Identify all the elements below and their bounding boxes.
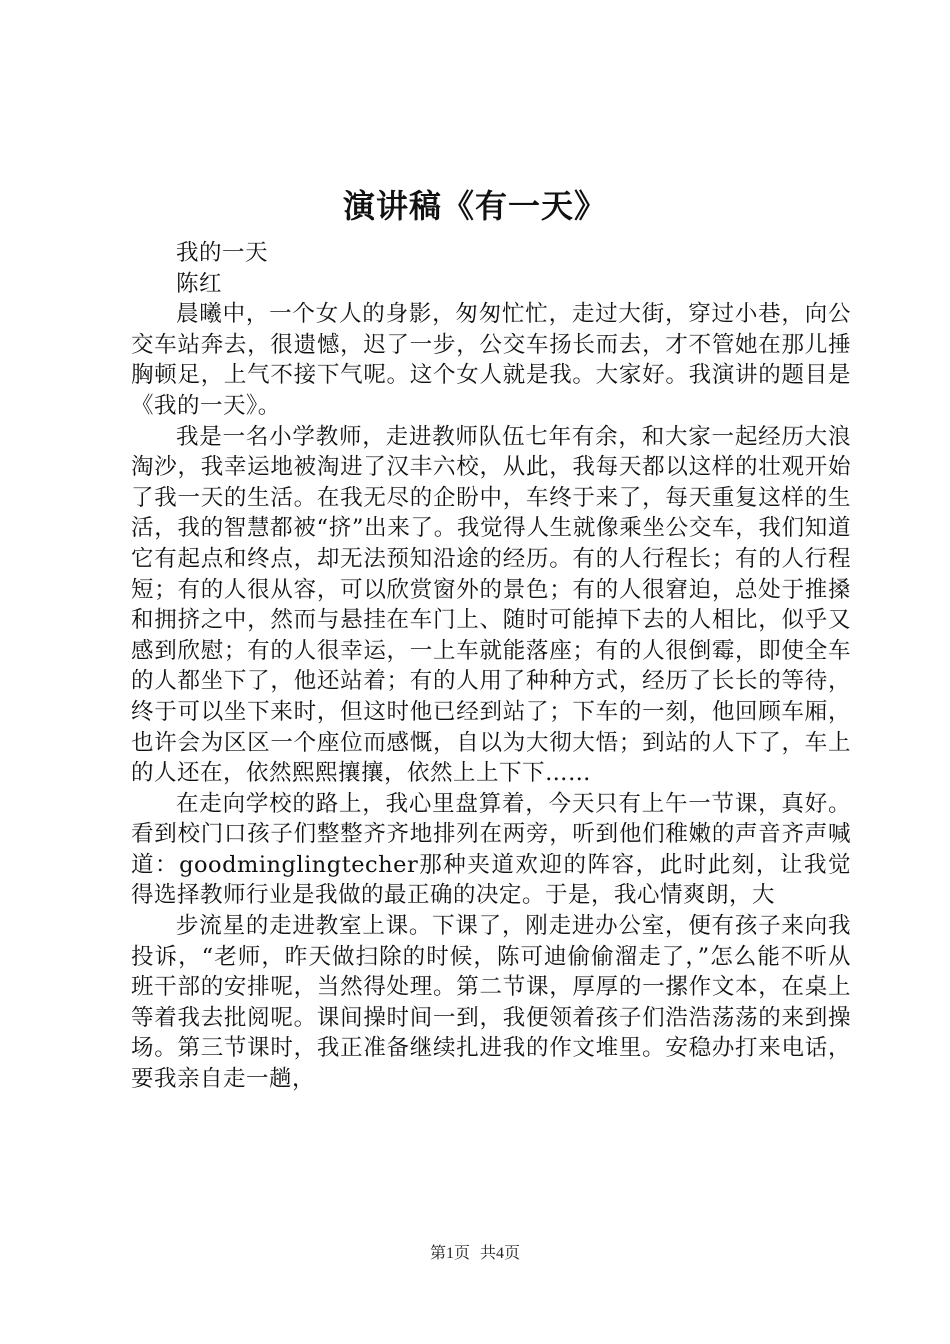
document-body (131, 238, 851, 1095)
paragraph-author: 陈红 (176, 270, 223, 297)
document-title: 演讲稿《有一天》 (342, 187, 607, 225)
paragraph: 步流星的走进教室上课。下课了，刚走进办公室，便有孩子来向我投诉，“老师，昨天做扫除的时候，陈可迪偷偷溜走了，”怎么能不听从班干部的安排呢，当然得处理。第二节课，厚厚的一摞作文本，在桌上等着我去批阅呢。课间操时间一到，我便领着孩子们浩浩荡荡的来到操场。第三节课时，我正准备继续扎进我的作文堆里。安稳办打来电话，要我亲自走一趟， (131, 913, 851, 1093)
page-total: 共4页 (480, 1245, 521, 1262)
paragraph-subtitle: 我的一天 (176, 240, 269, 266)
paragraph: 晨曦中，一个女人的身影，匆匆忙忙，走过大街，穿过小巷，向公交车站奔去，很遗憾，迟了一步，公交车扬长而去，才不管她在那儿捶胸顿足，上气不接下气呢。这个女人就是我。大家好。我演讲的题目是《我的一天》。 (131, 301, 851, 419)
paragraph: 我是一名小学教师，走进教师队伍七年有余，和大家一起经历大浪淘沙，我幸运地被淘进了汉丰六校，从此，我每天都以这样的壮观开始了我一天的生活。在我无尽的企盼中，车终于来了，每天重复这样的生活，我的智慧都被“挤”出来了。我觉得人生就像乘坐公交车，我们知道它有起点和终点，却无法预知沿途的经历。有的人行程长；有的人行程短；有的人很从容，可以欣赏窗外的景色；有的人很窘迫，总处于推搡和拥挤之中，然而与悬挂在车门上、随时可能掉下去的人相比，似乎又感到欣慰；有的人很幸运，一上车就能落座；有的人很倒霉，即使全车的人都坐下了，他还站着；有的人用了种种方式，经历了长长的等待，终于可以坐下来时，但这时他已经到站了；下车的一刻，他回顾车厢，也许会为区区一个座位而感慨，自以为大彻大悟；到站的人下了，车上的人还在，依然熙熙攘攘，依然上上下下…… (131, 423, 851, 787)
page-number: 第1页 (429, 1245, 470, 1262)
paragraph: 在走向学校的路上，我心里盘算着，今天只有上午一节课，真好。看到校门口孩子们整整齐齐地排列在两旁，听到他们稚嫩的声音齐声喊道：goodminglingtecher那种夹道欢迎的阵容，此时此刻，让我觉得选择教师行业是我做的最正确的决定。于是，我心情爽朗，大 (131, 790, 851, 909)
page-footer (0, 1244, 950, 1264)
